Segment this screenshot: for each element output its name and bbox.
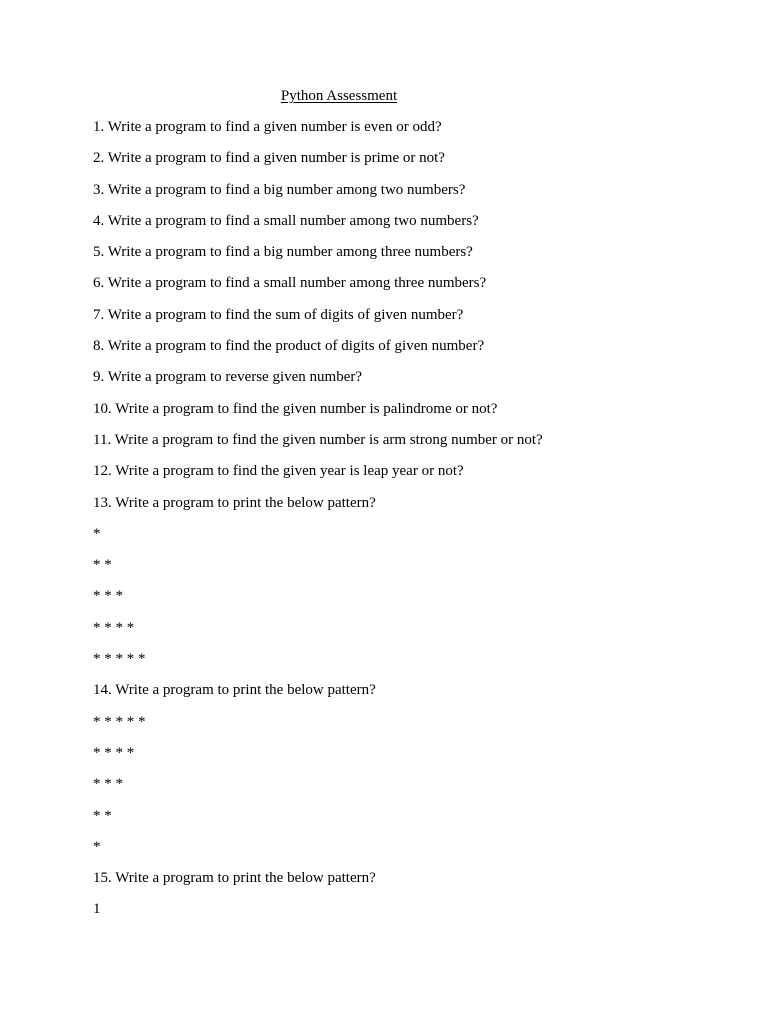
document-title: Python Assessment [280, 88, 398, 104]
pattern-line: 1 [93, 901, 101, 918]
document-line: 10. Write a program to find the given number is palindrome or not? [93, 400, 498, 417]
pattern-line: * [93, 838, 101, 855]
document-line: 6. Write a program to find a small number among three numbers? [93, 275, 487, 292]
document-line: 4. Write a program to find a small number among two numbers? [93, 212, 479, 229]
document-line: 3. Write a program to find a big number among two numbers? [93, 181, 466, 198]
document-line: 7. Write a program to find the sum of digits of given number? [93, 306, 464, 323]
document-line: 2. Write a program to find a given number is prime or not? [93, 150, 445, 167]
document-line: 9. Write a program to reverse given number? [93, 369, 363, 386]
pattern-line: * * * * * [93, 713, 146, 730]
document-line: 14. Write a program to print the below pattern? [93, 682, 376, 699]
pattern-line: * * [93, 807, 112, 824]
document-line: 13. Write a program to print the below pattern? [93, 494, 376, 511]
pattern-line: * [93, 525, 101, 542]
document-line: 8. Write a program to find the product of digits of given number? [93, 338, 485, 355]
document-line: 12. Write a program to find the given year is leap year or not? [93, 463, 464, 480]
pattern-line: * * [93, 557, 112, 574]
pattern-line: * * * * [93, 619, 135, 636]
document-line: 11. Write a program to find the given number is arm strong number or not? [93, 431, 543, 448]
pattern-line: * * * * * [93, 651, 146, 668]
document-body [93, 117, 543, 931]
pattern-line: * * * [93, 588, 123, 605]
pattern-line: * * * [93, 776, 123, 793]
document-line: 15. Write a program to print the below pattern? [93, 870, 376, 887]
pattern-line: * * * * [93, 744, 135, 761]
document-line: 5. Write a program to find a big number among three numbers? [93, 244, 473, 261]
document-line: 1. Write a program to find a given number is even or odd? [93, 119, 442, 135]
